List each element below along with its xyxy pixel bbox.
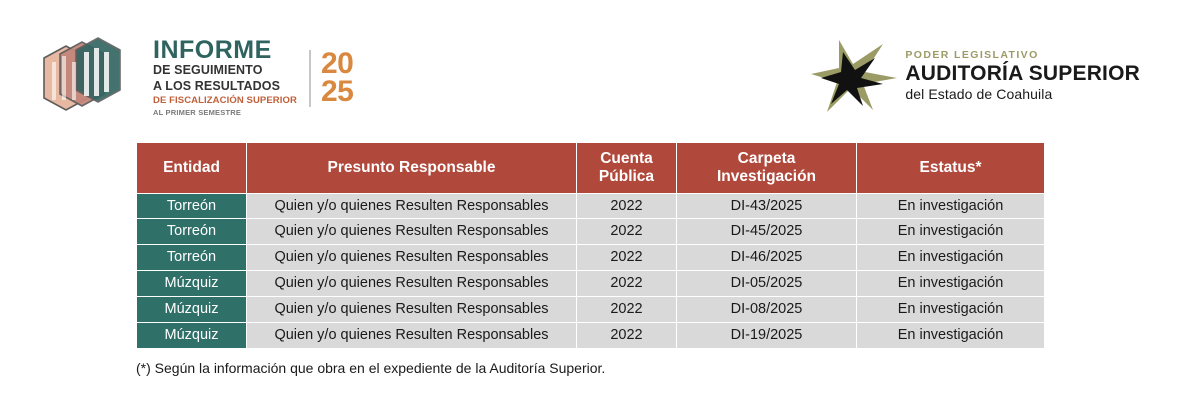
column-header-cuenta-publica-line2: Pública <box>598 167 655 185</box>
cell-entidad: Múzquiz <box>137 297 247 323</box>
cell-responsable: Quien y/o quienes Resulten Responsables <box>247 193 577 219</box>
cell-estatus: En investigación <box>857 271 1045 297</box>
column-header-estatus: Estatus* <box>857 143 1045 194</box>
cases-table-container <box>136 142 1044 349</box>
informe-logo-mark-icon <box>38 28 143 128</box>
informe-year-bottom: 25 <box>320 75 354 108</box>
informe-year-top: 20 <box>320 46 354 80</box>
cases-table <box>136 142 1045 349</box>
cell-cuenta: 2022 <box>577 245 677 271</box>
informe-year <box>309 46 354 108</box>
cell-estatus: En investigación <box>857 193 1045 219</box>
cell-cuenta: 2022 <box>577 219 677 245</box>
cell-estatus: En investigación <box>857 322 1045 348</box>
cell-entidad: Torreón <box>137 245 247 271</box>
informe-logo <box>38 28 353 128</box>
table-row <box>137 193 1045 219</box>
cell-responsable: Quien y/o quienes Resulten Responsables <box>247 322 577 348</box>
cell-carpeta: DI-19/2025 <box>677 322 857 348</box>
column-header-carpeta-line2: Investigación <box>716 167 817 185</box>
document-header <box>0 0 1180 140</box>
table-header-row <box>137 143 1045 194</box>
column-header-cuenta-publica <box>577 143 677 194</box>
auditoria-logo-text <box>905 49 1140 103</box>
table-row <box>137 271 1045 297</box>
cell-carpeta: DI-05/2025 <box>677 271 857 297</box>
table-row <box>137 219 1045 245</box>
estado-coahuila-label: del Estado de Coahuila <box>905 85 1053 102</box>
cell-responsable: Quien y/o quienes Resulten Responsables <box>247 219 577 245</box>
cell-estatus: En investigación <box>857 219 1045 245</box>
cell-responsable: Quien y/o quienes Resulten Responsables <box>247 271 577 297</box>
table-body <box>137 193 1045 348</box>
cell-cuenta: 2022 <box>577 322 677 348</box>
informe-title-line1: INFORME <box>153 36 272 65</box>
table-row <box>137 245 1045 271</box>
cell-entidad: Múzquiz <box>137 322 247 348</box>
cell-cuenta: 2022 <box>577 271 677 297</box>
informe-title-line3: A LOS RESULTADOS <box>153 78 281 93</box>
column-header-carpeta-line1: Carpeta <box>737 150 796 167</box>
cell-estatus: En investigación <box>857 297 1045 323</box>
informe-title-line2: DE SEGUIMIENTO <box>153 63 263 78</box>
cell-responsable: Quien y/o quienes Resulten Responsables <box>247 245 577 271</box>
poder-legislativo-label: PODER LEGISLATIVO <box>905 49 1039 62</box>
auditoria-logo <box>809 38 1140 114</box>
cell-estatus: En investigación <box>857 245 1045 271</box>
column-header-carpeta-investigacion <box>677 143 857 194</box>
column-header-cuenta-publica-line1: Cuenta <box>600 150 653 167</box>
column-header-entidad: Entidad <box>137 143 247 194</box>
informe-title-line5: AL PRIMER SEMESTRE <box>153 108 242 118</box>
cell-cuenta: 2022 <box>577 193 677 219</box>
cell-carpeta: DI-46/2025 <box>677 245 857 271</box>
cell-entidad: Torreón <box>137 219 247 245</box>
cell-carpeta: DI-43/2025 <box>677 193 857 219</box>
table-footnote: (*) Según la información que obra en el expediente de la Auditoría Superior. <box>136 360 606 376</box>
informe-title-line4: DE FISCALIZACIÓN SUPERIOR <box>153 95 297 107</box>
star-icon <box>809 38 899 114</box>
column-header-presunto-responsable: Presunto Responsable <box>247 143 577 194</box>
auditoria-superior-label: AUDITORÍA SUPERIOR <box>905 61 1140 85</box>
cell-entidad: Torreón <box>137 193 247 219</box>
cell-entidad: Múzquiz <box>137 271 247 297</box>
cell-responsable: Quien y/o quienes Resulten Responsables <box>247 297 577 323</box>
table-row <box>137 297 1045 323</box>
table-row <box>137 322 1045 348</box>
cell-carpeta: DI-45/2025 <box>677 219 857 245</box>
informe-logo-text <box>153 38 301 118</box>
cell-carpeta: DI-08/2025 <box>677 297 857 323</box>
cell-cuenta: 2022 <box>577 297 677 323</box>
